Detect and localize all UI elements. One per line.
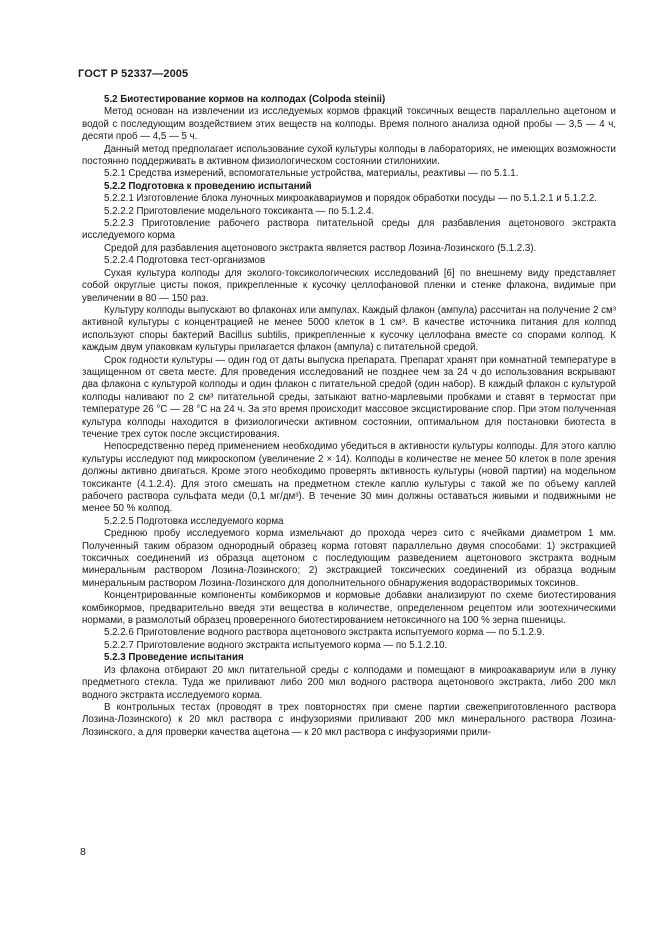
paragraph: Культуру колподы выпускают во флаконах или ампулах. Каждый флакон (ампула) рассчитан на получение 2 см³ активной культуры с концентрацией не менее 5000 клеток в 1 см³. В качестве источника питания для колпод используют споры бактерий Bacillus subtilis, прикрепленные к кусочку целлофана вместе со спорами колпод. К каждым двум упаковкам культуры прилагается флакон (ампула) с питательной средой.: [82, 304, 616, 354]
paragraph: Сухая культура колподы для эколого-токсикологических исследований [6] по внешнему виду представляет собой округлые цисты покоя, прикрепленные к кусочку целлофановой пленки и стенке флакона, видимые при увеличении в 80 — 150 раз.: [82, 267, 616, 304]
paragraph: Концентрированные компоненты комбикормов и кормовые добавки анализируют по схеме биотестирования комбикормов, предварительно введя эти вещества в количестве, определенном рецептом или зоотехническими нормами, в размолотый образец проверенного биотестированием нетоксичного на 100 % зерна пшеницы.: [82, 590, 616, 627]
paragraph: Среднюю пробу исследуемого корма измельчают до прохода через сито с ячейками диаметром 1 мм. Полученный таким образом однородный образец корма готовят параллельно двумя способами: 1) экстракцией токсичных соединений из образца ацетоном с последующим разведением ацетонового экстракта водным минеральным раствором Лозина-Лозинского; 2) экстракцией токсических соединений из образца водным минеральным раствором Лозина-Лозинского для дополнительного обнаружения водорастворимых токсинов.: [82, 528, 616, 589]
subsection-heading: 5.2.2 Подготовка к проведению испытаний: [104, 180, 312, 192]
section-heading: 5.2 Биотестирование кормов на колподах (Colpoda steinii): [104, 94, 386, 105]
paragraph: 5.2.2.5 Подготовка исследуемого корма: [104, 515, 284, 527]
paragraph: 5.2.2.1 Изготовление блока луночных микроакавариумов и порядок обработки посуды — по 5.1.2.1 и 5.1.2.2.: [104, 193, 597, 205]
paragraph: Срок годности культуры — один год от даты выпуска препарата. Препарат хранят при комнатной температуре в защищенном от света месте. Для проведения исследований не позднее чем за 24 ч до использования вскрывают два флакона с культурой колподы и один флакон с питательной средой (один набор). В каждый флакон с культурой колподы наливают по 2 см³ питательной среды, затыкают ватно-марлевыми пробками и ставят в термостат при температуре 26 °С — 28 °С на 24 ч. За это время происходит массовое эксцистирование спор. При этом полученная культура колподы находится в физиологически активном состоянии, оптимальном для постановки биотеста в течение трех суток после эксцистирования.: [82, 354, 616, 440]
paragraph: Данный метод предполагает использование сухой культуры колподы в лабораториях, не имеющих возможности постоянно поддерживать в активном физиологическом состоянии стилонихии.: [82, 143, 616, 168]
paragraph: Непосредственно перед применением необходимо убедиться в активности культуры колподы. Для этого каплю культуры исследуют под микроскопом (увеличение 2 × 14). Колподы в количестве не менее 50 клеток в поле зрения должны активно двигаться. Кроме этого необходимо проверять активность культуры (новой партии) на модельном токсиканте (4.1.2.4). Для этого смешать на предметном стекле каплю культуры с такой же по объему каплей рабочего раствора сульфата меди (0,1 мг/дм³). В течение 30 мин должны оставаться живыми и подвижными не менее 50 % колпод.: [82, 441, 616, 515]
page-header: ГОСТ Р 52337—2005: [78, 68, 189, 80]
body-text: [82, 94, 616, 739]
page-number: 8: [80, 846, 86, 858]
paragraph: Средой для разбавления ацетонового экстракта является раствор Лозина-Лозинского (5.1.2.3).: [104, 242, 537, 254]
paragraph: 5.2.2.4 Подготовка тест-организмов: [104, 255, 266, 267]
subsection-heading: 5.2.3 Проведение испытания: [104, 652, 244, 664]
paragraph: 5.2.2.3 Приготовление рабочего раствора питательной среды для разбавления ацетонового экстракта исследуемого корма: [82, 218, 616, 242]
paragraph: 5.2.2.6 Приготовление водного раствора ацетонового экстракта испытуемого корма — по 5.1.2.9.: [104, 627, 545, 639]
paragraph: Из флакона отбирают 20 мкл питательной среды с колподами и помещают в микроакавариум или в лунку предметного стекла. Туда же приливают либо 200 мкл водного раствора ацетонового экстракта, либо 200 мкл водного экстракта исследуемого корма.: [82, 664, 616, 701]
paragraph: Метод основан на извлечении из исследуемых кормов фракций токсичных веществ параллельно ацетоном и водой с последующим воздействием этих веществ на колподы. Время полного анализа одной пробы — 3,5 — 4 ч, десяти проб — 4,5 — 5 ч.: [82, 106, 616, 143]
paragraph: В контрольных тестах (проводят в трех повторностях при смене партии свежеприготовленного раствора Лозина-Лозинского) к 20 мкл раствора с инфузориями приливают 200 мкл минерального раствора Лозина-Лозинского, а для проверки качества ацетона — к 20 мкл раствора с инфузориями прили-: [82, 701, 616, 738]
paragraph: 5.2.1 Средства измерений, вспомогательные устройства, материалы, реактивы — по 5.1.1.: [104, 168, 519, 180]
paragraph: 5.2.2.7 Приготовление водного экстракта испытуемого корма — по 5.1.2.10.: [104, 639, 448, 651]
paragraph: 5.2.2.2 Приготовление модельного токсиканта — по 5.1.2.4.: [104, 205, 375, 217]
